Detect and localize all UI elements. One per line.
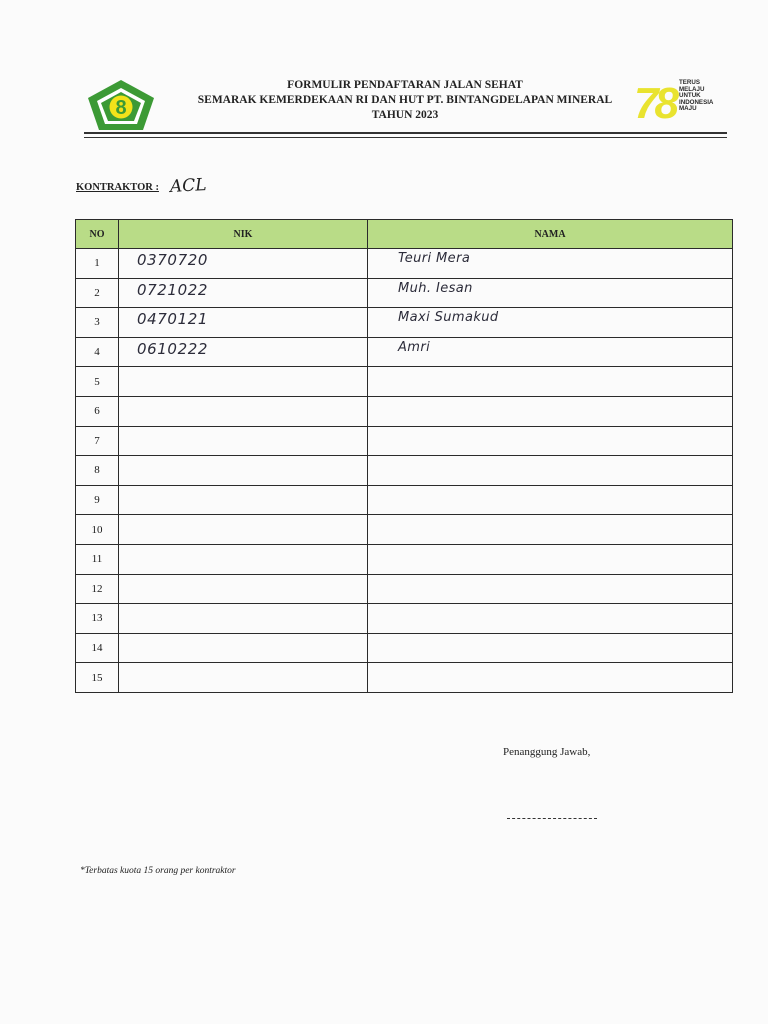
table-row — [76, 485, 733, 515]
nama-cell[interactable] — [368, 456, 733, 486]
nik-cell[interactable] — [119, 337, 368, 367]
row-number: 11 — [76, 544, 119, 574]
row-number: 4 — [76, 337, 119, 367]
registration-table — [75, 219, 733, 693]
row-number: 13 — [76, 604, 119, 634]
table-row — [76, 249, 733, 279]
nik-cell[interactable] — [119, 515, 368, 545]
nama-value: Amri — [398, 339, 431, 355]
company-logo — [86, 78, 156, 132]
table-row — [76, 278, 733, 308]
title-line-2: SEMARAK KEMERDEKAAN RI DAN HUT PT. BINTANGDELAPAN MINERAL — [197, 94, 613, 106]
nik-cell[interactable] — [119, 633, 368, 663]
column-header-no: NO — [76, 220, 119, 249]
table-row — [76, 367, 733, 397]
table-row — [76, 574, 733, 604]
nama-value: Teuri Mera — [398, 251, 471, 266]
table-row — [76, 456, 733, 486]
column-header-nama: NAMA — [368, 220, 733, 249]
nama-cell[interactable] — [368, 367, 733, 397]
quota-footnote: *Terbatas kuota 15 orang per kontraktor — [80, 866, 236, 876]
nama-cell[interactable] — [368, 396, 733, 426]
nik-value: 0721022 — [137, 280, 209, 299]
row-number: 2 — [76, 278, 119, 308]
nik-cell[interactable] — [119, 663, 368, 693]
form-title — [190, 78, 620, 123]
logo-tagline: TERUS MELAJU UNTUK INDONESIA MAJU — [679, 79, 714, 113]
title-line-3: TAHUN 2023 — [371, 109, 439, 121]
nik-cell[interactable] — [119, 308, 368, 338]
nama-cell[interactable] — [368, 515, 733, 545]
row-number: 12 — [76, 574, 119, 604]
nama-value: Maxi Sumakud — [398, 310, 499, 326]
nik-cell[interactable] — [119, 456, 368, 486]
table-row — [76, 663, 733, 693]
row-number: 15 — [76, 663, 119, 693]
nik-cell[interactable] — [119, 249, 368, 279]
row-number: 7 — [76, 426, 119, 456]
nik-cell[interactable] — [119, 574, 368, 604]
nik-cell[interactable] — [119, 278, 368, 308]
row-number: 8 — [76, 456, 119, 486]
table-row — [76, 604, 733, 634]
nama-cell[interactable] — [368, 337, 733, 367]
row-number: 5 — [76, 367, 119, 397]
table-row — [76, 544, 733, 574]
table-row — [76, 308, 733, 338]
nama-cell[interactable] — [368, 249, 733, 279]
nik-cell[interactable] — [119, 544, 368, 574]
nama-cell[interactable] — [368, 278, 733, 308]
nama-cell[interactable] — [368, 485, 733, 515]
nama-value: Muh. Iesan — [398, 280, 473, 296]
row-number: 14 — [76, 633, 119, 663]
nik-cell[interactable] — [119, 426, 368, 456]
table-row — [76, 515, 733, 545]
nik-cell[interactable] — [119, 485, 368, 515]
kontraktor-label: KONTRAKTOR : — [76, 182, 159, 193]
nama-cell[interactable] — [368, 604, 733, 634]
logo-78-number: 78 — [634, 79, 675, 124]
nik-value: 0470121 — [137, 310, 209, 329]
nik-value: 0610222 — [137, 339, 209, 358]
title-line-1: FORMULIR PENDAFTARAN JALAN SEHAT — [287, 79, 523, 91]
column-header-nik: NIK — [119, 220, 368, 249]
table-header-row — [76, 220, 733, 249]
hut-ri-78-logo — [633, 72, 733, 124]
nama-cell[interactable] — [368, 633, 733, 663]
row-number: 6 — [76, 396, 119, 426]
header-rule-thick — [84, 132, 727, 134]
signature-label: Penanggung Jawab, — [503, 746, 591, 758]
table-row — [76, 426, 733, 456]
row-number: 9 — [76, 485, 119, 515]
nik-value: 0370720 — [137, 251, 209, 269]
nik-cell[interactable] — [119, 367, 368, 397]
table-row — [76, 396, 733, 426]
nama-cell[interactable] — [368, 308, 733, 338]
row-number: 1 — [76, 249, 119, 279]
row-number: 10 — [76, 515, 119, 545]
header-rule-thin — [84, 137, 727, 138]
row-number: 3 — [76, 308, 119, 338]
nama-cell[interactable] — [368, 544, 733, 574]
table-row — [76, 337, 733, 367]
signature-line[interactable] — [507, 818, 597, 819]
table-row — [76, 633, 733, 663]
nik-cell[interactable] — [119, 396, 368, 426]
kontraktor-value[interactable]: ACL — [169, 175, 208, 197]
nik-cell[interactable] — [119, 604, 368, 634]
nama-cell[interactable] — [368, 574, 733, 604]
logo-number: 8 — [115, 97, 127, 119]
nama-cell[interactable] — [368, 663, 733, 693]
nama-cell[interactable] — [368, 426, 733, 456]
